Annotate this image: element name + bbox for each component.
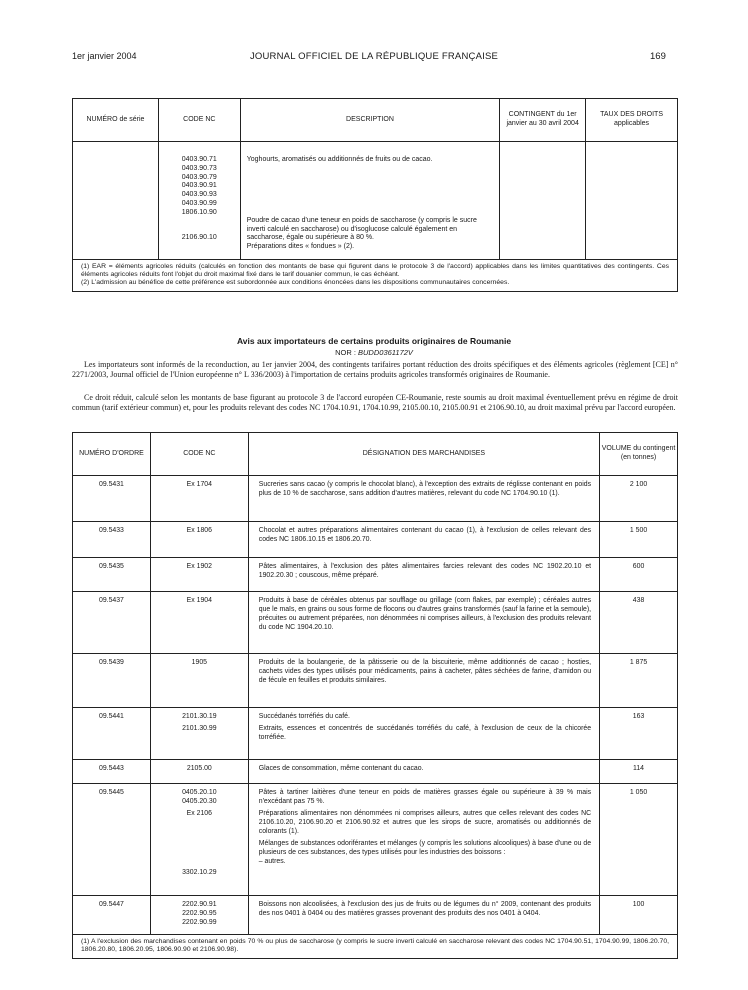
- volume: 1 050: [600, 784, 678, 896]
- code-nc: Ex 1904: [150, 592, 248, 654]
- codes-cell: [150, 896, 248, 935]
- col-numero-ordre: NUMÉRO D'ORDRE: [73, 433, 151, 476]
- codes-cell: [158, 142, 240, 260]
- serie-cell: [73, 142, 159, 260]
- quota-table-1: [72, 98, 678, 292]
- volume: 100: [600, 896, 678, 935]
- volume: 163: [600, 708, 678, 760]
- nor-reference: [0, 348, 748, 357]
- table2-footnote: (1) A l'exclusion des marchandises contenant en poids 70 % ou plus de saccharose (y compris le sucre inverti calculé en saccharose relevant des codes NC 1704.90.51, 1704.90.99, 1806.20.70, 1806.20.80, 1806.20.95, 1806.90.90 et 2106.90.98).: [73, 934, 678, 958]
- order-number: 09.5447: [73, 896, 151, 935]
- code-nc: 0403.90.73: [181, 164, 217, 172]
- table-row: [73, 784, 678, 896]
- codes-cell: [150, 784, 248, 896]
- code-nc: 1905: [150, 654, 248, 708]
- designation: – autres.: [258, 857, 286, 865]
- code-nc: 2101.30.19: [182, 713, 217, 720]
- code-nc: Ex 1806: [150, 522, 248, 558]
- designation: Produits de la boulangerie, de la pâtisserie ou de la biscuiterie, même additionnés de cacao ; hosties, cachets vides des types utilisés pour médicaments, pains à cacheter, pâtes séchées de farine, d'amidon ou de fécule en feuilles et produits similaires.: [248, 654, 599, 708]
- description-text: Yoghourts, aromatisés ou additionnés de fruits ou de cacao.: [246, 156, 433, 163]
- page-date: 1er janvier 2004: [72, 51, 137, 61]
- designation: Boissons non alcoolisées, à l'exclusion des jus de fruits ou de légumes du n° 2009, contenant des produits des nos 0401 à 0404 ou des matières grasses provenant des produits des nos 0401 à 0404.: [248, 896, 599, 935]
- designation: Préparations alimentaires non dénommées ni comprises ailleurs, autres que celles relevant des codes NC 2106.10.20, 2106.90.20 et 2106.90.92 et autres que les sirops de sucre, aromatisés ou additionnés de colorants (1).: [258, 809, 592, 835]
- page-number: 169: [650, 51, 666, 62]
- designation: Chocolat et autres préparations alimentaires contenant du cacao (1), à l'exclusion de celles relevant des codes NC 1806.10.15 et 1806.20.70.: [248, 522, 599, 558]
- notice-paragraph-1: Les importateurs sont informés de la reconduction, au 1er janvier 2004, des contingents tarifaires portant réduction des droits spécifiques et des éléments agricoles (règlement [CE] n° 2271/2003, Journal officiel de l'Union européenne n° L 336/2003) à l'importation de certains produits agricoles transformés originaires de Roumanie.: [72, 360, 678, 379]
- col-contingent: CONTINGENT du 1er janvier au 30 avril 2004: [500, 99, 586, 142]
- table2-header-row: [73, 433, 678, 476]
- volume: 1 875: [600, 654, 678, 708]
- table-row: [73, 896, 678, 935]
- order-number: 09.5431: [73, 476, 151, 522]
- code-nc: 0403.90.93: [181, 191, 217, 198]
- code-nc: Ex 1704: [150, 476, 248, 522]
- table1-notes: [73, 260, 678, 292]
- designation-cell: [248, 784, 599, 896]
- table-row: [73, 142, 678, 260]
- col-numero-serie: NUMÉRO de série: [73, 99, 159, 142]
- code-nc: 0403.90.99: [181, 199, 217, 207]
- table-row: [73, 708, 678, 760]
- code-nc: Ex 2106: [186, 809, 212, 817]
- notice-title: Avis aux importateurs de certains produits originaires de Roumanie: [236, 336, 512, 346]
- code-nc: 0403.90.91: [181, 182, 217, 190]
- col-code-nc: CODE NC: [158, 99, 240, 142]
- code-nc: 0403.90.71: [181, 156, 217, 163]
- table2-notes-row: [73, 934, 678, 958]
- table-row: [73, 760, 678, 784]
- table1-notes-row: [73, 260, 678, 292]
- taux-cell: [586, 142, 678, 260]
- code-nc: 2101.30.99: [182, 724, 217, 732]
- code-nc: 2106.90.10: [181, 234, 217, 242]
- table-row: [73, 476, 678, 522]
- table1-header-row: [73, 99, 678, 142]
- description-text: Préparations dites « fondues » (2).: [246, 243, 355, 250]
- code-nc: 1806.10.90: [181, 208, 217, 216]
- order-number: 09.5433: [73, 522, 151, 558]
- code-nc: 0405.20.30: [182, 797, 217, 805]
- journal-title: JOURNAL OFFICIEL DE LA RÉPUBLIQUE FRANÇAISE: [249, 51, 499, 62]
- designation: Succédanés torréfiés du café.: [258, 713, 350, 720]
- footnote-1: (1) EAR = éléments agricoles réduits (calculés en fonction des montants de base qui figurent dans le protocole 3 de l'accord) applicables dans les limites quantitatives des contingents. Ces éléments agricoles réduits font l'objet du droit maximal fixé dans le tarif douanier commun, le cas échéant.: [81, 263, 669, 279]
- designation: Pâtes alimentaires, à l'exclusion des pâtes alimentaires farcies relevant des codes NC 1902.20.10 et 1902.20.30 ; couscous, même préparé.: [248, 558, 599, 592]
- codes-cell: [150, 708, 248, 760]
- col-code-nc: CODE NC: [150, 433, 248, 476]
- col-description: DESCRIPTION: [240, 99, 499, 142]
- order-number: 09.5445: [73, 784, 151, 896]
- code-nc: Ex 1902: [150, 558, 248, 592]
- volume: 600: [600, 558, 678, 592]
- col-volume: VOLUME du contingent (en tonnes): [600, 433, 678, 476]
- order-number: 09.5439: [73, 654, 151, 708]
- volume: 2 100: [600, 476, 678, 522]
- order-number: 09.5435: [73, 558, 151, 592]
- col-designation: DÉSIGNATION DES MARCHANDISES: [248, 433, 599, 476]
- designation: Produits à base de céréales obtenus par soufflage ou grillage (corn flakes, par exemple) ; céréales autres que le maïs, en grains ou sous forme de flocons ou d'autres grains transformés (sauf la farine et la semoule), précuites ou autrement préparées, non dénommées ni comprises ailleurs, à l'exclusion des produits relevant du code NC 1904.20.10.: [248, 592, 599, 654]
- nor-value: BUDD0361172V: [358, 348, 413, 357]
- designation: Extraits, essences et concentrés de succédanés torréfiés du café, à l'exclusion de ceux de la chicorée torréfiée.: [258, 724, 592, 741]
- col-taux-droits: TAUX DES DROITS applicables: [586, 99, 678, 142]
- code-nc: 0405.20.10: [182, 789, 217, 796]
- notice-paragraph-2: Ce droit réduit, calculé selon les montants de base figurant au protocole 3 de l'accord européen CE-Roumanie, reste soumis au droit maximal éventuellement prévu en régime de droit commun (tarif extérieur commun) et, pour les produits relevant des codes NC 1704.10.91, 1704.10.99, 2105.00.10, 2105.00.91 et 2106.90.10, au droit maximal prévu par l'accord européen.: [72, 393, 678, 412]
- designation: Mélanges de substances odoriférantes et mélanges (y compris les solutions alcooliques) à base d'une ou de plusieurs de ces substances, des types utilisés pour les industries des boissons :: [258, 839, 592, 856]
- volume: 438: [600, 592, 678, 654]
- order-number: 09.5443: [73, 760, 151, 784]
- code-nc: 2202.90.95: [182, 909, 217, 917]
- description-text: Poudre de cacao d'une teneur en poids de saccharose (y compris le sucre inverti calculé en saccharose) ou d'isoglucose calculé également en saccharose, égale ou supérieure à 80 %.: [246, 216, 477, 242]
- designation-cell: [248, 708, 599, 760]
- volume: 114: [600, 760, 678, 784]
- nor-label: NOR :: [335, 348, 356, 357]
- order-number: 09.5437: [73, 592, 151, 654]
- code-nc: 2202.90.91: [182, 901, 217, 908]
- designation: Pâtes à tartiner laitières d'une teneur en poids de matières grasses égale ou supérieure à 39 % mais n'excédant pas 75 %.: [258, 789, 592, 805]
- volume: 1 500: [600, 522, 678, 558]
- order-number: 09.5441: [73, 708, 151, 760]
- table-row: [73, 522, 678, 558]
- code-nc: 0403.90.79: [181, 173, 217, 181]
- table-row: [73, 592, 678, 654]
- quota-table-2: [72, 432, 678, 959]
- designation: Glaces de consommation, même contenant du cacao.: [248, 760, 599, 784]
- footnote-2: (2) L'admission au bénéfice de cette préférence est subordonnée aux conditions énoncées dans les dispositions communautaires concernées.: [81, 279, 510, 287]
- designation: Sucreries sans cacao (y compris le chocolat blanc), à l'exception des extraits de réglisse contenant en poids plus de 10 % de saccharose, sans addition d'autres matières, relevant du code NC 1704.90.10 (1).: [248, 476, 599, 522]
- contingent-cell: [500, 142, 586, 260]
- table-row: [73, 654, 678, 708]
- code-nc: 2105.00: [150, 760, 248, 784]
- table-row: [73, 558, 678, 592]
- code-nc: 3302.10.29: [182, 868, 217, 876]
- code-nc: 2202.90.99: [182, 918, 217, 926]
- description-cell: [240, 142, 499, 260]
